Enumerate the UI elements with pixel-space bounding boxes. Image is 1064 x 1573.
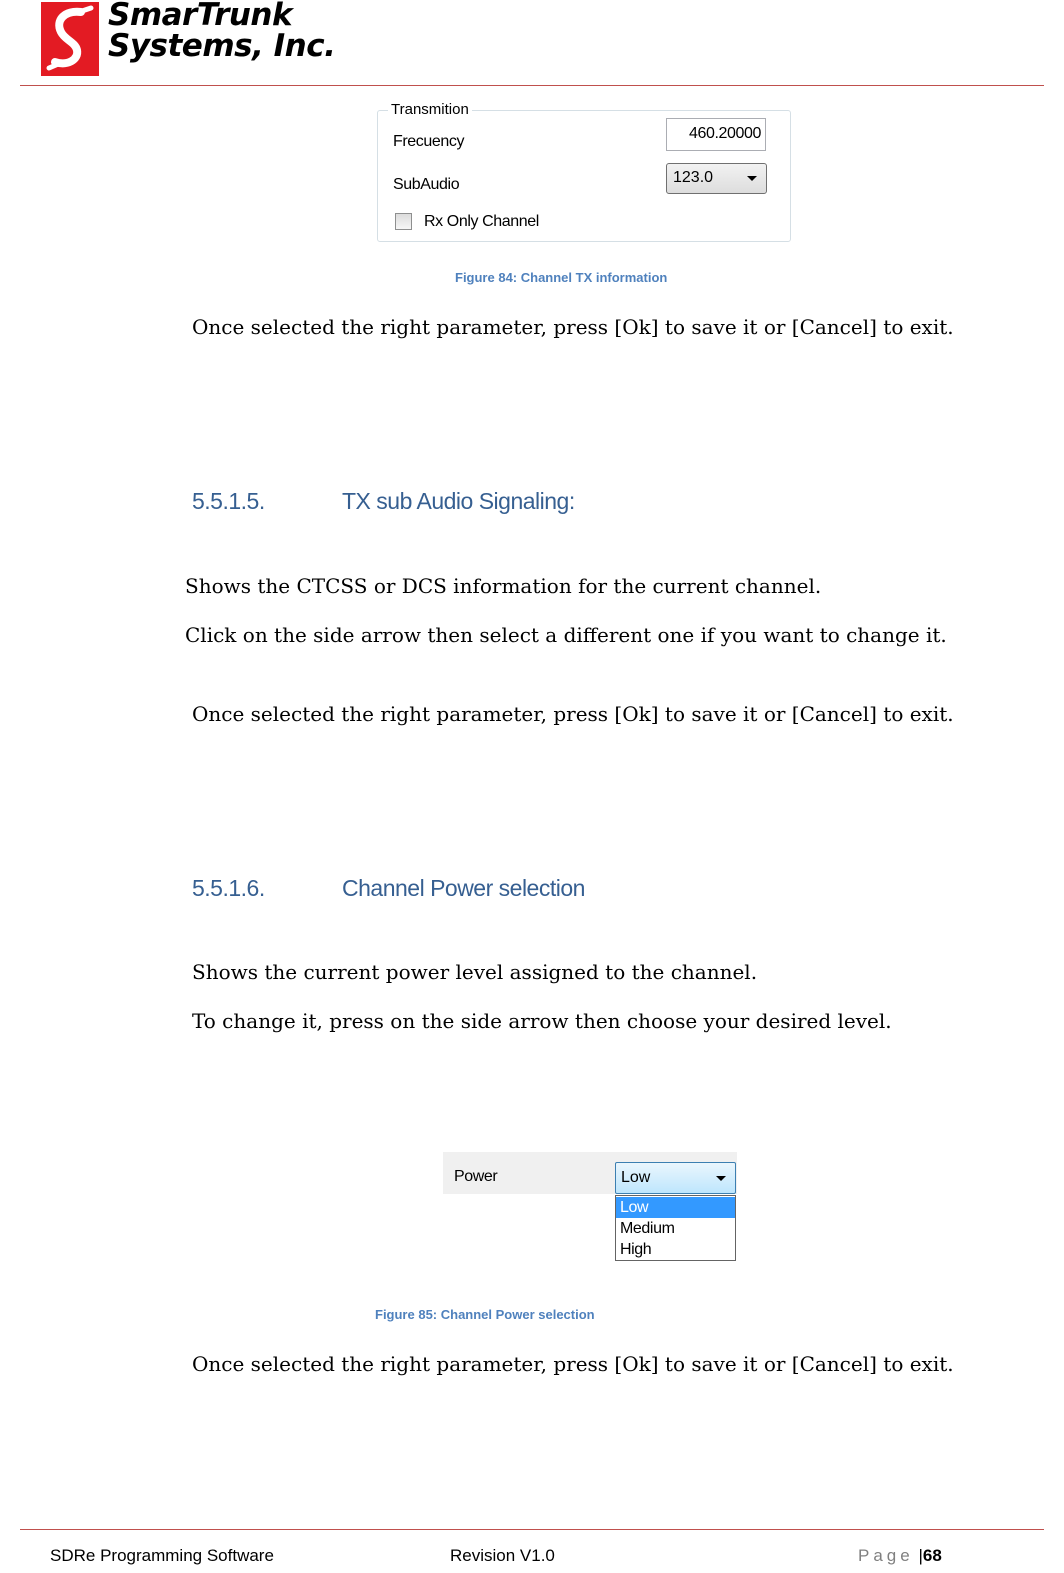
footer-divider: [20, 1529, 1044, 1530]
power-select[interactable]: [615, 1162, 736, 1194]
frequency-label: Frecuency: [393, 133, 465, 150]
smartrunk-logo-icon: [41, 2, 99, 76]
figure-85-caption: Figure 85: Channel Power selection: [375, 1307, 595, 1322]
logo-line-1: SmarTrunk: [108, 0, 293, 33]
power-option-high[interactable]: High: [620, 1241, 652, 1258]
paragraph-save-instructions: Once selected the right parameter, press [Ok] to save it or [Cancel] to exit.: [192, 702, 954, 726]
section-number: 5.5.1.6.: [192, 875, 265, 901]
header-divider: [20, 85, 1044, 86]
rx-only-checkbox[interactable]: [395, 213, 412, 230]
company-logo-text: [108, 0, 348, 72]
footer-page-info: [858, 1546, 942, 1566]
paragraph-power-info: Shows the current power level assigned to the channel.: [192, 960, 758, 984]
power-dropdown-list: [615, 1195, 736, 1261]
figure-84-caption: Figure 84: Channel TX information: [455, 270, 668, 285]
groupbox-title: Transmition: [388, 101, 472, 118]
power-option-medium[interactable]: Medium: [620, 1220, 675, 1237]
rx-only-label: Rx Only Channel: [424, 213, 539, 230]
paragraph-save-instructions: Once selected the right parameter, press [Ok] to save it or [Cancel] to exit.: [192, 1352, 954, 1376]
frequency-input[interactable]: 460.20000: [666, 118, 766, 151]
power-option-low[interactable]: Low: [616, 1197, 735, 1218]
paragraph-save-instructions: Once selected the right parameter, press [Ok] to save it or [Cancel] to exit.: [192, 315, 954, 339]
section-title: TX sub Audio Signaling:: [342, 488, 575, 514]
footer-doc-title: SDRe Programming Software: [50, 1546, 274, 1565]
footer-revision: Revision V1.0: [450, 1546, 555, 1565]
section-number: 5.5.1.5.: [192, 488, 265, 514]
power-label: Power: [454, 1168, 498, 1185]
page-number: 68: [922, 1546, 942, 1565]
page-separator: |: [918, 1546, 923, 1565]
paragraph-ctcss-info: Shows the CTCSS or DCS information for the current channel.: [185, 574, 822, 598]
page-word: Page: [858, 1546, 914, 1565]
section-title: Channel Power selection: [342, 875, 585, 901]
subaudio-label: SubAudio: [393, 176, 460, 193]
paragraph-change-power: To change it, press on the side arrow then choose your desired level.: [192, 1009, 892, 1033]
logo-line-2: Systems, Inc.: [108, 28, 336, 64]
chevron-down-icon[interactable]: [716, 1176, 726, 1181]
subaudio-select[interactable]: [666, 163, 767, 194]
chevron-down-icon[interactable]: [747, 176, 757, 181]
paragraph-change-subaudio: Click on the side arrow then select a different one if you want to change it.: [185, 623, 947, 647]
power-value: Low: [621, 1169, 651, 1186]
subaudio-value: 123.0: [673, 169, 714, 186]
